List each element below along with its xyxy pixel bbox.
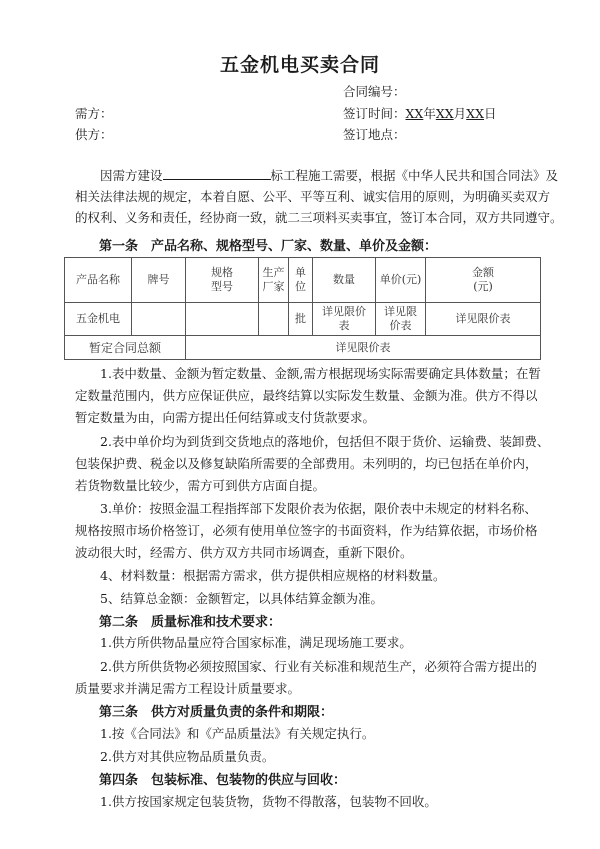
article-1-item-3: 3.单价：按照金温工程指挥部下发限价表为依据，限价表中未规定的材料名称、 — [100, 501, 537, 516]
sign-time-label: 签订时间： — [343, 106, 406, 121]
article-3-item-2: 2.供方对其供应物品质量负责。 — [100, 749, 275, 764]
contract-no-label: 合同编号： — [343, 84, 406, 99]
header-brand: 牌号 — [132, 258, 186, 303]
article-2-item-1: 1.供方所供物品量应符合国家标准，满足现场施工要求。 — [100, 635, 412, 650]
sign-month-unit: 月 — [453, 106, 467, 121]
article-3-heading: 第三条 供方对质量负责的条件和期限： — [99, 705, 334, 720]
article-2-heading: 第二条 质量标准和技术要求： — [99, 615, 282, 630]
header-spec: 规格 型号 — [186, 258, 259, 303]
cell-amount: 详见限价表 — [426, 303, 541, 336]
intro-line-2: 相关法律法规的规定，本着自愿、公平、平等互利、诚实信用的原则，为明确买卖双方 — [75, 189, 551, 204]
total-label: 暂定合同总额 — [65, 336, 186, 360]
cell-manufacturer — [259, 303, 289, 336]
contract-title: 五金机电买卖合同 — [219, 54, 380, 76]
table-row — [65, 303, 541, 336]
article-1-item-2-cont: 包装保护费、税金以及修复缺陷所需要的全部费用。未列明的，均已包括在单价内， 若货物数量比较少，需方可到供方店面自提。 — [75, 456, 538, 493]
header-quantity: 数量 — [313, 258, 376, 303]
article-2-item-2: 2.供方所供货物必须按照国家、行业有关标准和规范生产，必须符合需方提出的 — [100, 659, 537, 674]
cell-unit-price: 详见限 价表 — [376, 303, 426, 336]
article-1-item-5: 5、结算总金额：金额暂定，以具体结算金额为准。 — [100, 591, 383, 606]
article-1-item-4: 4、材料数量：根据需方需求，供方提供相应规格的材料数量。 — [100, 568, 446, 583]
sign-time — [343, 104, 497, 122]
header-product: 产品名称 — [65, 258, 132, 303]
table-total-row — [65, 336, 541, 360]
intro-line-1 — [75, 165, 559, 186]
seller-label: 供方： — [75, 127, 113, 142]
cell-brand — [132, 303, 186, 336]
header-unit-price: 单价(元) — [376, 258, 426, 303]
cell-product: 五金机电 — [65, 303, 132, 336]
header-unit: 单 位 — [289, 258, 313, 303]
sign-month-value: XX — [435, 106, 454, 121]
article-1-item-1-cont: 定数量范围内，供方应保证供应，最终结算以实际发生数量、金额为准。供方不得以 暂定数量为由，向需方提出任何结算或支付货款要求。 — [75, 388, 538, 425]
article-1-item-2: 2.表中单价均为到货到交货地点的落地价，包括但不限于货价、运输费、装卸费、 — [100, 434, 550, 449]
sign-place-label: 签订地点： — [343, 127, 406, 142]
sign-year-unit: 年 — [423, 106, 436, 121]
cell-unit: 批 — [289, 303, 313, 336]
article-3-item-1: 1.按《合同法》和《产品质量法》有关规定执行。 — [100, 726, 375, 741]
header-manufacturer: 生产 厂家 — [259, 258, 289, 303]
project-name-blank — [163, 167, 271, 180]
sign-day-value: XX — [466, 106, 484, 121]
sign-year-value: XX — [405, 106, 424, 121]
article-1-item-1: 1.表中数量、金额为暂定数量、金额,需方根据现场实际需要确定具体数量；在暂 — [100, 366, 541, 381]
article-1-item-3-cont: 规格按照市场价格签订，必须有使用单位签字的书面资料，作为结算依据，市场价格 波动很大时，经需方、供方双方共同市场调查，重新下限价。 — [75, 523, 538, 560]
intro-line-3: 的权利、义务和责任，经协商一致，就二三项料买卖事宜，签订本合同，双方共同遵守。 — [75, 210, 563, 225]
article-1-heading: 第一条 产品名称、规格型号、厂家、数量、单价及金额： — [99, 239, 438, 254]
buyer-label: 需方： — [75, 106, 113, 121]
cell-quantity: 详见限价 表 — [313, 303, 376, 336]
intro-part-2: 标工程施工需要，根据《中华人民共和国合同法》及 — [270, 168, 559, 183]
article-4-heading: 第四条 包装标准、包装物的供应与回收： — [99, 773, 347, 788]
table-header-row — [65, 258, 541, 303]
article-4-item-1: 1.供方按国家规定包装货物，货物不得散落，包装物不回收。 — [100, 794, 437, 809]
article-2-item-2-cont: 质量要求并满足需方工程设计质量要求。 — [75, 681, 301, 696]
sign-day-unit: 日 — [483, 106, 497, 121]
cell-spec — [186, 303, 259, 336]
intro-part-1: 因需方建设 — [100, 168, 163, 183]
intro-paragraph — [75, 165, 563, 228]
header-amount: 金额 (元) — [426, 258, 541, 303]
total-value: 详见限价表 — [186, 336, 541, 360]
product-table — [64, 257, 541, 360]
